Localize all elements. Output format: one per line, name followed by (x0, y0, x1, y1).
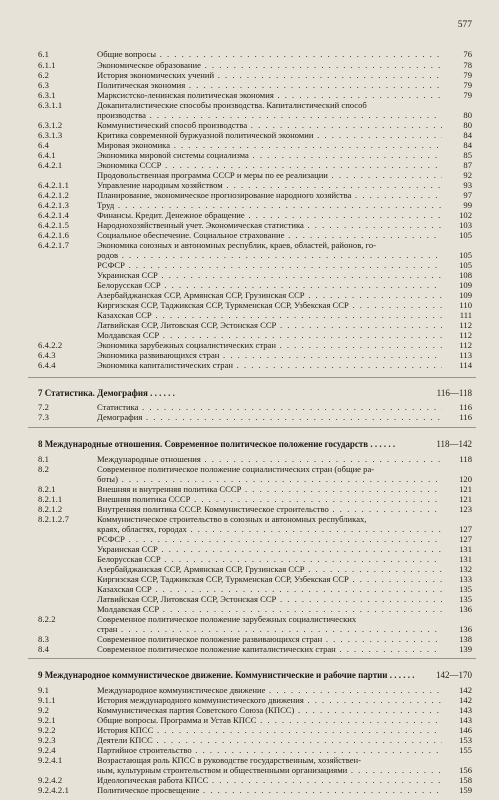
entry-title: Киргизская ССР, Таджикская ССР, Туркменская ССР, Узбекская ССР . . . (97, 301, 442, 310)
entry-title: Казахская ССР . . . (97, 311, 442, 320)
entry-title: Киргизская ССР, Таджикская ССР, Туркменская ССР, Узбекская ССР . . . (97, 575, 442, 584)
toc-entry (0, 786, 499, 795)
section-title: 7 Статистика. Демография . . . . . . (38, 388, 175, 398)
entry-number: 6.4.2.2 (38, 340, 63, 350)
entry-title: Идеологическая работа КПСС . . . (97, 776, 442, 785)
entry-title: Азербайджанская ССР, Армянская ССР, Грузинская ССР . . . (97, 565, 442, 574)
toc-entry (0, 756, 499, 765)
toc-entry (0, 465, 499, 474)
toc-entry (0, 71, 499, 80)
entry-page: 135 (459, 584, 472, 594)
entry-title: Возрастающая роль КПСС в руководстве государственным, хозяйствен- (97, 756, 361, 765)
toc-entry (0, 726, 499, 735)
entry-title: Молдавская ССР . . . (97, 331, 442, 340)
toc-entry (0, 171, 499, 180)
entry-number: 8.2.1.2.7 (38, 514, 69, 524)
entry-title: РСФСР . . . (97, 535, 442, 544)
entry-page: 112 (459, 340, 472, 350)
entry-title: Политическое просвещение . . . (97, 786, 442, 795)
entry-title: Труд . . . (97, 201, 442, 210)
entry-page: 143 (459, 715, 472, 725)
entry-title: Экономическое образование . . . (97, 61, 442, 70)
toc-entry (0, 141, 499, 150)
entry-number: 9.2.3 (38, 735, 56, 745)
entry-title: Современное политическое положение социалистических стран (общие ра- (97, 465, 375, 474)
entry-page: 92 (463, 170, 472, 180)
entry-title: Белорусская ССР . . . (97, 281, 442, 290)
toc-entry (0, 545, 499, 554)
toc-entry (0, 161, 499, 170)
entry-page: 79 (463, 70, 472, 80)
toc-entry (0, 645, 499, 654)
toc-entry (0, 271, 499, 280)
toc-entry (0, 321, 499, 330)
section-heading (0, 670, 499, 680)
toc-entry (0, 301, 499, 310)
entry-number: 9.2.2 (38, 725, 56, 735)
entry-number: 6.4.2.1 (38, 160, 63, 170)
toc-entry (0, 261, 499, 270)
entry-page: 116 (459, 402, 472, 412)
entry-page: 105 (459, 250, 472, 260)
toc-entry (0, 311, 499, 320)
entry-title: Экономика развивающихся стран . . . (97, 351, 442, 360)
entry-title: Международные отношения . . . (97, 455, 442, 464)
entry-title: Общие вопросы . . . (97, 50, 442, 59)
entry-title: родов . . . (97, 251, 442, 260)
toc-entry (0, 131, 499, 140)
entry-title: Общие вопросы. Программа и Устав КПСС . . . (97, 716, 442, 725)
entry-title: Экономика мировой системы социализма . . . (97, 151, 442, 160)
section-heading (0, 439, 499, 449)
toc-entry (0, 485, 499, 494)
entry-title: История экономических учений . . . (97, 71, 442, 80)
entry-page: 142 (459, 695, 472, 705)
entry-title: ным, культурным строительством и общественными организациями . . . (97, 766, 442, 775)
entry-page: 121 (459, 484, 472, 494)
entry-number: 6.4.4 (38, 360, 56, 370)
entry-number: 8.2.1 (38, 484, 56, 494)
entry-title: производства . . . (97, 111, 442, 120)
toc-entry (0, 625, 499, 634)
toc-entry (0, 515, 499, 524)
entry-title: Белорусская ССР . . . (97, 555, 442, 564)
entry-page: 131 (459, 554, 472, 564)
toc-entry (0, 635, 499, 644)
entry-page: 93 (463, 180, 472, 190)
entry-title: Украинская ССР . . . (97, 545, 442, 554)
entry-number: 6.3.1 (38, 90, 56, 100)
entry-title: Критика современной буржуазной политической экономии . . . (97, 131, 442, 140)
entry-number: 6.3 (38, 80, 50, 90)
toc-entry (0, 686, 499, 695)
toc-entry (0, 595, 499, 604)
entry-number: 9.1 (38, 685, 50, 695)
entry-page: 114 (459, 360, 472, 370)
entry-title: Международное коммунистическое движение . . . (97, 686, 442, 695)
entry-number: 6.1.1 (38, 60, 56, 70)
toc-entry (0, 525, 499, 534)
entry-title: Молдавская ССР . . . (97, 605, 442, 614)
toc-entry (0, 61, 499, 70)
entry-number: 6.4.1 (38, 150, 56, 160)
toc-entry (0, 151, 499, 160)
entry-page: 84 (463, 140, 472, 150)
entry-title: Марксистско-ленинская политическая экономия . . . (97, 91, 442, 100)
toc-entry (0, 505, 499, 514)
entry-title: Статистика . . . (97, 403, 442, 412)
toc-entry (0, 201, 499, 210)
entry-title: Экономика союзных и автономных республик, краев, областей, районов, го- (97, 241, 377, 250)
entry-title: Украинская ССР . . . (97, 271, 442, 280)
entry-page: 109 (459, 280, 472, 290)
entry-page: 156 (459, 765, 472, 775)
entry-page: 84 (463, 130, 472, 140)
entry-title: Политическая экономия . . . (97, 81, 442, 90)
entry-title: Внешняя и внутренняя политика СССР . . . (97, 485, 442, 494)
entry-number: 7.3 (38, 412, 50, 422)
entry-page: 146 (459, 725, 472, 735)
entry-number: 6.4.2.1.7 (38, 240, 69, 250)
section-heading (0, 388, 499, 398)
toc-entry (0, 50, 499, 59)
toc-entry (0, 565, 499, 574)
toc-entry (0, 535, 499, 544)
entry-page: 127 (459, 534, 472, 544)
toc-entry (0, 776, 499, 785)
toc-entry (0, 101, 499, 110)
entry-number: 6.3.1.2 (38, 120, 63, 130)
entry-page: 102 (459, 210, 472, 220)
entry-title: Деятели КПСС . . . (97, 736, 442, 745)
page-number: 577 (457, 20, 472, 30)
entry-page: 79 (463, 80, 472, 90)
entry-title: Социальное обеспечение. Социальное страхование . . . (97, 231, 442, 240)
entry-number: 8.2.1.2 (38, 504, 63, 514)
entry-number: 9.2.1 (38, 715, 56, 725)
toc-entry (0, 331, 499, 340)
toc-entry (0, 241, 499, 250)
entry-page: 120 (459, 474, 472, 484)
entry-page: 76 (463, 49, 472, 59)
entry-page: 103 (459, 220, 472, 230)
entry-title: Партийное строительство . . . (97, 746, 442, 755)
entry-number: 8.2 (38, 464, 50, 474)
entry-title: Финансы. Кредит. Денежное обращение . . . (97, 211, 442, 220)
entry-title: Современное политическое положение зарубежных социалистических (97, 615, 357, 624)
entry-page: 127 (459, 524, 472, 534)
toc-entry (0, 736, 499, 745)
entry-title: Азербайджанская ССР, Армянская ССР, Грузинская ССР . . . (97, 291, 442, 300)
entry-page: 99 (463, 200, 472, 210)
toc-entry (0, 231, 499, 240)
toc-entry (0, 341, 499, 350)
entry-page: 158 (459, 775, 472, 785)
entry-title: Внутренняя политика СССР. Коммунистическое строительство . . . (97, 505, 442, 514)
entry-number: 9.2.4.2.1 (38, 785, 69, 795)
entry-title: Докапиталистические способы производства. Капиталистический способ (97, 101, 367, 110)
entry-number: 9.2.4 (38, 745, 56, 755)
toc-entry (0, 221, 499, 230)
entry-title: Коммунистическая партия Советского Союза (КПСС) . . . (97, 706, 442, 715)
entry-page: 138 (459, 634, 472, 644)
entry-title: Народнохозяйственный учет. Экономическая статистика . . . (97, 221, 442, 230)
toc-entry (0, 181, 499, 190)
entry-title: Экономика зарубежных социалистических стран . . . (97, 341, 442, 350)
entry-title: РСФСР . . . (97, 261, 442, 270)
toc-entry (0, 403, 499, 412)
entry-title: Латвийская ССР, Литовская ССР, Эстонская ССР . . . (97, 321, 442, 330)
entry-number: 6.4 (38, 140, 50, 150)
entry-page: 111 (459, 310, 472, 320)
entry-title: стран . . . (97, 625, 442, 634)
entry-number: 9.2.4.2 (38, 775, 63, 785)
entry-number: 8.4 (38, 644, 50, 654)
entry-page: 143 (459, 705, 472, 715)
entry-page: 110 (459, 300, 472, 310)
entry-page: 108 (459, 270, 472, 280)
entry-page: 79 (463, 90, 472, 100)
entry-title: боты) . . . (97, 475, 442, 484)
toc-entry (0, 351, 499, 360)
entry-number: 6.4.2.1.3 (38, 200, 69, 210)
entry-number: 9.1.1 (38, 695, 56, 705)
entry-page: 112 (459, 330, 472, 340)
entry-page: 87 (463, 160, 472, 170)
entry-page: 121 (459, 494, 472, 504)
toc-entry (0, 696, 499, 705)
entry-page: 135 (459, 594, 472, 604)
entry-number: 8.1 (38, 454, 50, 464)
toc-entry (0, 361, 499, 370)
toc-entry (0, 746, 499, 755)
entry-page: 97 (463, 190, 472, 200)
entry-title: Планирование, экономическое прогнозирование народного хозяйства . . . (97, 191, 442, 200)
entry-title: Управление народным хозяйством . . . (97, 181, 442, 190)
entry-title: Коммунистический способ производства . . . (97, 121, 442, 130)
entry-title: Современное политическое положение капиталистических стран . . . (97, 645, 442, 654)
entry-title: Современное политическое положение развивающихся стран . . . (97, 635, 442, 644)
entry-number: 9.2.4.1 (38, 755, 63, 765)
entry-number: 6.4.2.1.1 (38, 180, 69, 190)
entry-page: 132 (459, 564, 472, 574)
toc-entry (0, 413, 499, 422)
toc-entry (0, 81, 499, 90)
entry-page: 159 (459, 785, 472, 795)
toc-entry (0, 191, 499, 200)
section-title: 8 Международные отношения. Современное политическое положение государств . . . . . . (38, 439, 396, 449)
entry-number: 8.3 (38, 634, 50, 644)
entry-page: 139 (459, 644, 472, 654)
entry-number: 6.4.2.1.5 (38, 220, 69, 230)
entry-title: Экономика СССР . . . (97, 161, 442, 170)
entry-page: 133 (459, 574, 472, 584)
entry-page: 105 (459, 230, 472, 240)
entry-number: 6.3.1.1 (38, 100, 63, 110)
entry-page: 78 (463, 60, 472, 70)
entry-page: 85 (463, 150, 472, 160)
entry-number: 9.2 (38, 705, 50, 715)
entry-number: 6.4.2.1.4 (38, 210, 69, 220)
entry-title: Латвийская ССР, Литовская ССР, Эстонская ССР . . . (97, 595, 442, 604)
toc-entry (0, 91, 499, 100)
entry-page: 80 (463, 110, 472, 120)
entry-page: 105 (459, 260, 472, 270)
entry-number: 6.3.1.3 (38, 130, 63, 140)
toc-entry (0, 766, 499, 775)
toc-entry (0, 575, 499, 584)
entry-title: История международного коммунистического движения . . . (97, 696, 442, 705)
entry-title: История КПСС . . . (97, 726, 442, 735)
entry-number: 6.4.3 (38, 350, 56, 360)
entry-page: 142 (459, 685, 472, 695)
entry-page: 123 (459, 504, 472, 514)
toc-entry (0, 121, 499, 130)
toc-entry (0, 475, 499, 484)
section-pages: 118—142 (436, 439, 472, 449)
section-pages: 116—118 (436, 388, 472, 398)
entry-page: 109 (459, 290, 472, 300)
divider (28, 658, 476, 659)
section-pages: 142—170 (436, 670, 472, 680)
toc-entry (0, 706, 499, 715)
entry-page: 131 (459, 544, 472, 554)
toc-entry (0, 605, 499, 614)
entry-number: 8.2.2 (38, 614, 56, 624)
toc-entry (0, 291, 499, 300)
entry-title: Внешняя политика СССР . . . (97, 495, 442, 504)
toc-entry (0, 585, 499, 594)
entry-title: Коммунистическое строительство в союзных и автономных республиках, (97, 515, 367, 524)
entry-number: 6.2 (38, 70, 50, 80)
entry-number: 7.2 (38, 402, 50, 412)
toc-entry (0, 281, 499, 290)
entry-number: 6.4.2.1.6 (38, 230, 69, 240)
entry-page: 80 (463, 120, 472, 130)
toc-entry (0, 211, 499, 220)
entry-page: 136 (459, 624, 472, 634)
entry-number: 6.4.2.1.2 (38, 190, 69, 200)
divider (28, 427, 476, 428)
entry-title: Экономика капиталистических стран . . . (97, 361, 442, 370)
entry-page: 112 (459, 320, 472, 330)
toc-entry (0, 111, 499, 120)
toc-entry (0, 251, 499, 260)
entry-page: 155 (459, 745, 472, 755)
entry-title: Мировая экономика . . . (97, 141, 442, 150)
toc-entry (0, 615, 499, 624)
entry-number: 6.1 (38, 49, 50, 59)
entry-page: 136 (459, 604, 472, 614)
entry-title: Казахская ССР . . . (97, 585, 442, 594)
divider (28, 377, 476, 378)
entry-page: 113 (459, 350, 472, 360)
toc-entry (0, 555, 499, 564)
entry-page: 116 (459, 412, 472, 422)
entry-page: 118 (459, 454, 472, 464)
toc-entry (0, 455, 499, 464)
entry-title: Продовольственная программа СССР и меры по ее реализации . . . (97, 171, 442, 180)
entry-number: 8.2.1.1 (38, 494, 63, 504)
entry-page: 153 (459, 735, 472, 745)
toc-entry (0, 716, 499, 725)
section-title: 9 Международное коммунистическое движение. Коммунистические и рабочие партии . . . . . . (38, 670, 415, 680)
entry-title: Демография . . . (97, 413, 442, 422)
toc-entry (0, 495, 499, 504)
entry-title: краях, областях, городах . . . (97, 525, 442, 534)
